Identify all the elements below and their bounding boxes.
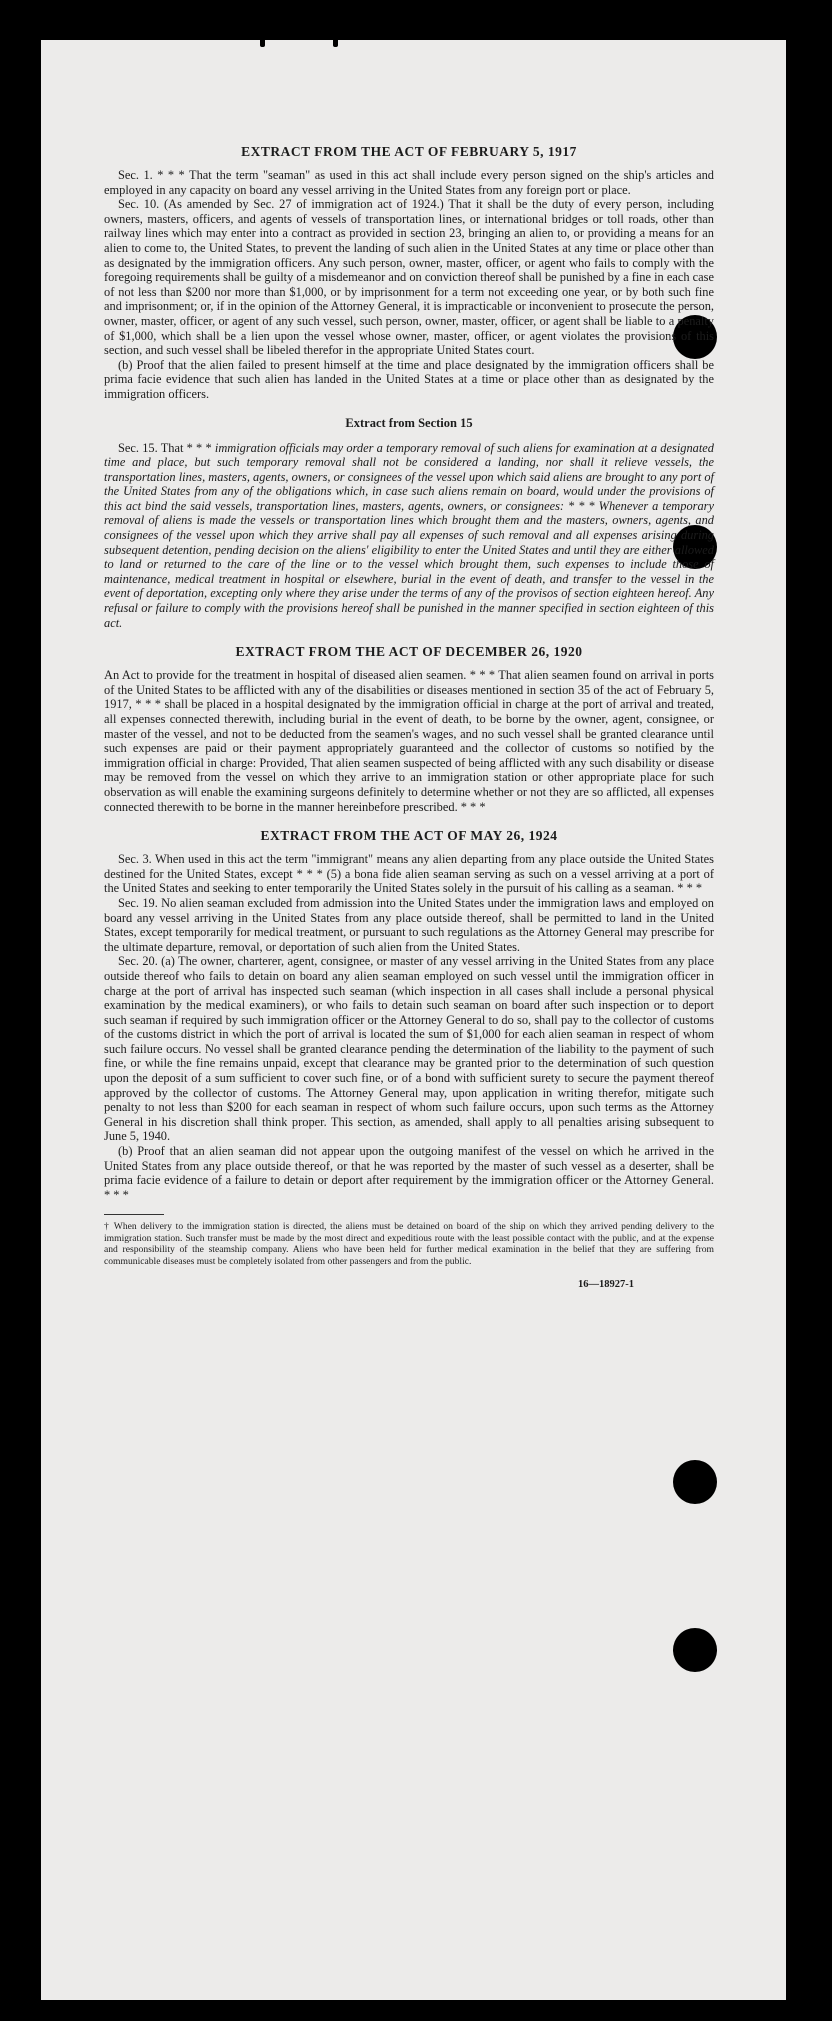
form-number: 16—18927-1 [578, 1279, 634, 1291]
punch-hole-4 [673, 1628, 717, 1672]
heading-act-1924: EXTRACT FROM THE ACT OF MAY 26, 1924 [260, 828, 558, 844]
section-19-text: Sec. 19. No alien seaman excluded from admission into the United States under the immigration laws and employed on board any vessel arriving in the United States from any place outside thereof, shall be permitted to land in the United States, except temporarily for medical treatment, or pursuant to such regulations as the Attorney General may prescribe for the ultimate departure, removal, or deportation of such alien from the United States. [104, 895, 714, 954]
heading-act-1920: EXTRACT FROM THE ACT OF DECEMBER 26, 1920 [235, 644, 583, 660]
section-10-text: Sec. 10. (As amended by Sec. 27 of immigration act of 1924.) That it shall be the duty of every person, including owners, masters, officers, and agents of vessels of transportation lines, or international bridges or toll roads, other than railway lines which may enter into a contract as provided in section 23, bringing an alien to, or providing a means for an alien to come to, the United States, to prevent the landing of such alien in the United States at any time or place other than as designated by the immigration officers. Any such person, owner, master, officer, or agent who fails to comply with the foregoing requirements shall be guilty of a misdemeanor and on conviction thereof shall be punished by a fine in each case of not less than $200 nor more than $1,000, or by imprisonment for a term not exceeding one year, or by both such fine and imprisonment; or, if in the opinion of the Attorney General, it is impracticable or inconvenient to prosecute the person, owner, master, officer, or agent of any such vessel, such person, owner, master, officer, or agent shall be liable to a penalty of $1,000, which shall be a lien upon the vessel whose owner, master, officer, or agent violates the provisions of this section, and such vessel shall be libeled therefor in the appropriate United States court. [104, 197, 714, 358]
document-content [104, 144, 714, 1290]
document-page [41, 40, 786, 2000]
section-20-text: Sec. 20. (a) The owner, charterer, agent, consignee, or master of any vessel arriving in the United States from any place outside thereof who fails to detain on board any alien seaman employed on such vessel until the immigration officer in charge at the port of arrival has inspected such seaman (which inspection in all cases shall include a personal physical examination by the medical examiners), or who fails to detain such seaman on board after such inspection or to deport such seaman if required by such immigration officer or the Attorney General to do so, shall pay to the collector of customs of the customs district in which the port of arrival is located the sum of $1,000 for each alien seaman in respect of whom such failure occurs. No vessel shall be granted clearance pending the determination of the liability to the payment of such fine, or while the fine remains unpaid, except that clearance may be granted prior to the determination of such question upon the deposit of a sum sufficient to cover such fine, or of a bond with sufficient surety to secure the payment thereof approved by the collector of customs. The Attorney General may, upon application in writing therefor, mitigate such penalty to not less than $200 for each seaman in respect of whom such failure occurs, upon such terms as the Attorney General in his discretion shall think proper. This section, as amended, shall apply to all penalties arising subsequent to June 5, 1940. [104, 954, 714, 1144]
section-1-text: Sec. 1. * * * That the term "seaman" as used in this act shall include every person signed on the ship's articles and employed in any capacity on board any vessel arriving in the United States from any foreign port or place. [104, 168, 714, 197]
act-1920-text: An Act to provide for the treatment in hospital of diseased alien seamen. * * * That alien seamen found on arrival in ports of the United States to be afflicted with any of the disabilities or diseases mentioned in section 35 of the act of February 5, 1917, * * * shall be placed in a hospital designated by the immigration official in charge at the port of arrival and treated, all expenses connected therewith, including burial in the event of death, to be borne by the owner, agent, consignee, or master of the vessel, and not to be deducted from the seamen's wages, and no such vessel shall be granted clearance until such expenses are paid or their payment appropriately guaranteed and the collector of customs so notified by the immigration official in charge: Provided, That alien seamen suspected of being afflicted with any such disability or disease may be removed from the vessel on which they arrive to an immigration station or other appropriate place for such observation as will enable the examining surgeons definitely to determine whether or not they are so afflicted, all expenses connected therewith to be borne in the manner hereinbefore prescribed. * * * [104, 668, 714, 814]
footnote-text: † When delivery to the immigration station is directed, the aliens must be detained on board of the ship on which they arrived pending delivery to the immigration station. Such transfer must be made by the most direct and expeditious route with the least possible contact with the public, and at the expense and responsibility of the steamship company. Aliens who have been held for further medical examination in the belief that they are suffering from communicable diseases must be completely isolated from other passengers and from the public. [104, 1221, 714, 1267]
top-speck-right [333, 40, 338, 47]
heading-act-1917: EXTRACT FROM THE ACT OF FEBRUARY 5, 1917 [241, 144, 577, 159]
heading-section-15: Extract from Section 15 [345, 415, 473, 430]
section-15-body: immigration officials may order a temporary removal of such aliens for examination at a designated time and place, but such temporary removal shall not be considered a landing, nor shall it relieve vessels, the transportation lines, masters, agents, owners, or consignees of the vessel upon which said aliens are brought to any port of the United States from any of the obligations which, in case such aliens remain on board, would under the provisions of this act bind the said vessels, transportation lines, masters, agents, owners, or consignees: * * * Whenever a temporary removal of aliens is made the vessels or transportation lines which brought them and the masters, owners, agents, and consignees of the vessel upon which they arrive shall pay all expenses of such removal and all expenses arising during subsequent detention, pending decision on the aliens' eligibility to enter the United States and until they are either allowed to land or returned to the care of the line or to the vessel which brought them, such expenses to include those of maintenance, medical treatment in hospital or elsewhere, burial in the event of death, and transfer to the vessel in the event of deportation, excepting only where they arise under the terms of any of the provisos of section eighteen hereof. Any refusal or failure to comply with the provisions hereof shall be punished in the manner specified in section eighteen of this act. [104, 440, 714, 630]
section-15-text [104, 441, 714, 631]
section-15-lead: Sec. 15. That * * * [118, 440, 215, 455]
section-10b-text: (b) Proof that the alien failed to present himself at the time and place designated by the immigration officers shall be prima facie evidence that such alien has landed in the United States at a time or place other than as designated by the immigration officers. [104, 357, 714, 401]
punch-hole-3 [673, 1460, 717, 1504]
section-3-text: Sec. 3. When used in this act the term "immigrant" means any alien departing from any place outside the United States destined for the United States, except * * * (5) a bona fide alien seaman serving as such on a vessel arriving at a port of the United States and seeking to enter temporarily the United States solely in the pursuit of his calling as a seaman. * * * [104, 852, 714, 896]
top-speck-left [260, 40, 265, 47]
footnote-rule [104, 1214, 164, 1215]
section-20b-text: (b) Proof that an alien seaman did not appear upon the outgoing manifest of the vessel on which he arrived in the United States from any place outside thereof, or that he was reported by the master of such vessel as a deserter, shall be prima facie evidence of a failure to detain or deport after requirement by the immigration officer or the Attorney General. * * * [104, 1144, 714, 1202]
